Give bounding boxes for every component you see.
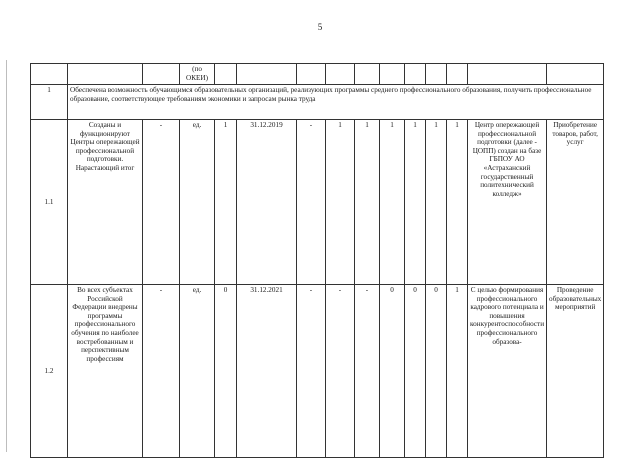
year-value: 1 xyxy=(426,120,447,285)
unit-cell: ед. xyxy=(180,120,215,285)
unit-cell: ед. xyxy=(180,285,215,458)
year-value: 1 xyxy=(380,120,405,285)
year-value: 1 xyxy=(447,120,468,285)
year-value: 1 xyxy=(326,120,355,285)
row-number: 1.1 xyxy=(31,120,68,285)
page-number: 5 xyxy=(317,22,323,32)
year-value: 0 xyxy=(405,285,426,458)
base-value: 0 xyxy=(215,285,237,458)
table-row xyxy=(31,120,604,285)
table-header-row xyxy=(31,64,604,85)
base-date: 31.12.2019 xyxy=(237,120,297,285)
result-characteristic: Центр опережающей профессиональной подготовки (далее - ЦОПП) создан на базе ГБПОУ АО «Астраханский государственный политехнический колледж» xyxy=(468,120,547,285)
year-value: 1 xyxy=(405,120,426,285)
base-value: 1 xyxy=(215,120,237,285)
year-value: 1 xyxy=(355,120,380,285)
year-value: - xyxy=(326,285,355,458)
year-value: - xyxy=(297,120,326,285)
year-value: 1 xyxy=(447,285,468,458)
result-type: Проведение образовательных мероприятий xyxy=(547,285,604,458)
base-date: 31.12.2021 xyxy=(237,285,297,458)
results-table xyxy=(30,63,604,458)
result-name: Во всех субъектах Российской Федерации внедрены программы профессионального обучения по наиболее востребованным и перспективным профессиям xyxy=(68,285,143,458)
result-name: Созданы и функционируют Центры опережающей профессиональной подготовки. Нарастающий итог xyxy=(68,120,143,285)
dash-cell: - xyxy=(143,120,180,285)
row-number: 1.2 xyxy=(31,285,68,458)
page-edge-line xyxy=(6,60,7,452)
year-value: - xyxy=(297,285,326,458)
okei-note: (по ОКЕИ) xyxy=(180,64,215,85)
objective-number: 1 xyxy=(31,85,68,120)
year-value: 0 xyxy=(426,285,447,458)
year-value: - xyxy=(355,285,380,458)
objective-text: Обеспечена возможность обучающимся образовательных организаций, реализующих программы среднего профессионального образования, получить профессиональное образование, соответствующее требованиям экономики и запросам рынка труда xyxy=(68,85,604,120)
result-characteristic: С целью формирования профессионального кадрового потенциала и повышения конкурентоспособности профессионального образова- xyxy=(468,285,547,458)
objective-row xyxy=(31,85,604,120)
table-row xyxy=(31,285,604,458)
dash-cell: - xyxy=(143,285,180,458)
year-value: 0 xyxy=(380,285,405,458)
result-type: Приобретение товаров, работ, услуг xyxy=(547,120,604,285)
